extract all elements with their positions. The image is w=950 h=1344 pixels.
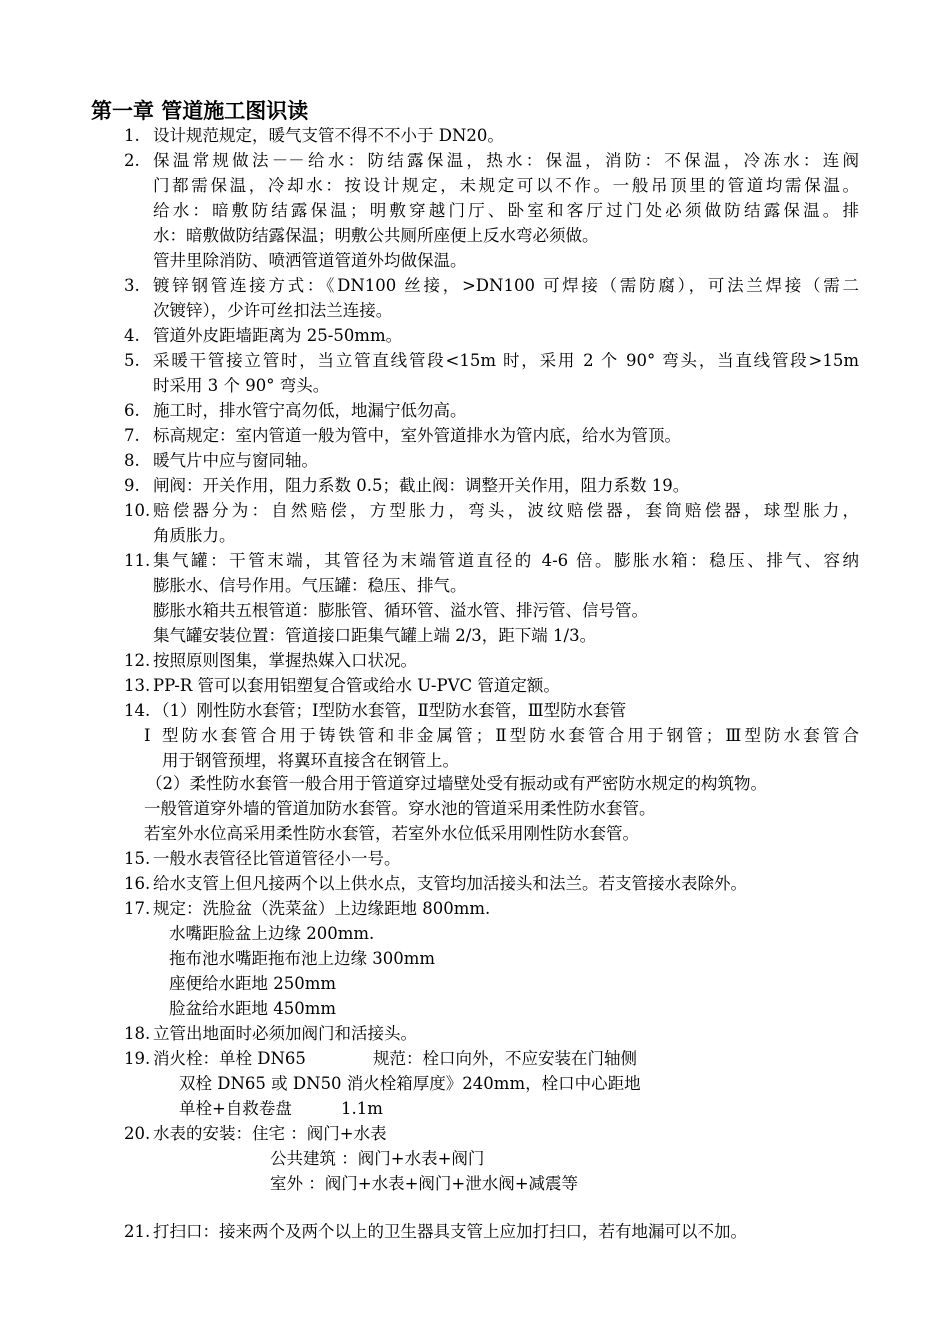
item-number: 8. [124, 451, 140, 470]
item-text: 公共建筑 ：阀门+水表+阀门 [270, 1149, 485, 1168]
item-number: 5. [124, 351, 140, 370]
item-text: 座便给水距地 250mm [169, 974, 337, 993]
item-text: 双栓 DN65 或 DN50 消火栓箱厚度》240mm，栓口中心距地 [179, 1074, 641, 1093]
item-text: 膨胀水箱共五根管道：膨胀管、循环管、溢水管、排污管、信号管。 [153, 601, 648, 620]
item-text: 一般管道穿外墙的管道加防水套管。穿水池的管道采用柔性防水套管。 [144, 799, 656, 818]
item-number: 14. [124, 701, 151, 720]
item-text: PP-R 管可以套用铝塑复合管或给水 U-PVC 管道定额。 [153, 676, 560, 695]
item-text: 管道外皮距墙距离为 25-50mm。 [153, 326, 403, 345]
item-text: （2）柔性防水套管一般合用于管道穿过墙壁处受有振动或有严密防水规定的构筑物。 [146, 774, 767, 793]
item-text: 室外 ：阀门+水表+阀门+泄水阀+减震等 [270, 1174, 579, 1193]
item-number: 21. [124, 1222, 151, 1241]
item-text: 集气罐：干管末端，其管径为末端管道直径的 4-6 倍。膨胀水箱：稳压、排气、容纳 [153, 551, 859, 570]
item-number: 19. [124, 1049, 151, 1068]
item-number: 20. [124, 1124, 151, 1143]
item-number: 3. [124, 276, 140, 295]
item-text: 时采用 3 个 90° 弯头。 [153, 376, 330, 395]
item-text: 赔偿器分为：自然赔偿，方型胀力，弯头，波纹赔偿器，套筒赔偿器，球型胀力， [153, 501, 859, 520]
item-text: 1.1m [341, 1099, 383, 1118]
item-number: 7. [124, 426, 140, 445]
item-number: 10. [124, 501, 151, 520]
item-number: 6. [124, 401, 140, 420]
item-text: 用于钢管预埋，将翼环直接含在钢管上。 [162, 751, 459, 770]
item-text: 暖气片中应与窗同轴。 [153, 451, 318, 470]
item-text: 闸阀：开关作用，阻力系数 0.5；截止阀：调整开关作用，阻力系数 19。 [153, 476, 690, 495]
item-text: 脸盆给水距地 450mm [169, 999, 337, 1018]
item-text: 规定：洗脸盆（洗菜盆）上边缘距地 800mm. [153, 899, 491, 918]
item-number: 12. [124, 651, 151, 670]
item-number: 15. [124, 849, 151, 868]
item-text: 集气罐安装位置：管道接口距集气罐上端 2/3，距下端 1/3。 [153, 626, 597, 645]
item-number: 11. [124, 551, 151, 570]
item-text: 保温常规做法－－给水：防结露保温，热水：保温，消防：不保温，冷冻水：连阀 [153, 151, 859, 170]
item-text: 消火栓：单栓 DN65 [153, 1049, 306, 1068]
item-text: 水：暗敷做防结露保温；明敷公共厕所座便上反水弯必须做。 [153, 226, 599, 245]
item-text: 次镀锌），少许可丝扣法兰连接。 [153, 301, 393, 320]
item-text: 若室外水位高采用柔性防水套管，若室外水位低采用刚性防水套管。 [144, 824, 639, 843]
item-number: 13. [124, 676, 151, 695]
item-text: 规范：栓口向外，不应安装在门轴侧 [373, 1049, 637, 1068]
chapter-title: 第一章 管道施工图识读 [91, 98, 309, 123]
item-text: 水嘴距脸盆上边缘 200mm. [169, 924, 375, 943]
item-number: 18. [124, 1024, 151, 1043]
item-text: 立管出地面时必须加阀门和活接头。 [153, 1024, 417, 1043]
item-text: 单栓+自救卷盘 [179, 1099, 292, 1118]
item-text: 打扫口：接来两个及两个以上的卫生器具支管上应加打扫口，若有地漏可以不加。 [153, 1222, 747, 1241]
item-text: 按照原则图集，掌握热媒入口状况。 [153, 651, 417, 670]
item-text: 拖布池水嘴距拖布池上边缘 300mm [169, 949, 436, 968]
item-number: 16. [124, 874, 151, 893]
item-number: 9. [124, 476, 140, 495]
item-text: Ⅰ 型防水套管合用于铸铁管和非金属管；Ⅱ型防水套管合用于钢管；Ⅲ型防水套管合 [144, 726, 859, 745]
item-text: 镀锌钢管连接方式：《DN100 丝接，>DN100 可焊接（需防腐），可法兰焊接（需二 [153, 276, 859, 295]
item-text: 门都需保温，冷却水：按设计规定，未规定可以不作。一般吊顶里的管道均需保温。 [153, 176, 859, 195]
item-text: 设计规范规定，暖气支管不得不不小于 DN20。 [153, 126, 504, 145]
item-number: 1. [124, 126, 140, 145]
item-text: 水表的安装：住宅 ：阀门+水表 [153, 1124, 387, 1143]
item-text: 管井里除消防、喷洒管道管道外均做保温。 [153, 251, 467, 270]
item-number: 4. [124, 326, 140, 345]
item-number: 17. [124, 899, 151, 918]
item-text: 给水支管上但凡接两个以上供水点，支管均加活接头和法兰。若支管接水表除外。 [153, 874, 747, 893]
item-text: 角质胀力。 [153, 526, 236, 545]
item-text: （1）刚性防水套管；Ⅰ型防水套管，Ⅱ型防水套管，Ⅲ型防水套管 [153, 701, 627, 720]
item-text: 采暖干管接立管时，当立管直线管段<15m 时，采用 2 个 90° 弯头，当直线管段>15m [153, 351, 859, 370]
item-text: 一般水表管径比管道管径小一号。 [153, 849, 401, 868]
item-number: 2. [124, 151, 140, 170]
item-text: 膨胀水、信号作用。气压罐：稳压、排气。 [153, 576, 467, 595]
item-text: 标高规定：室内管道一般为管中，室外管道排水为管内底，给水为管顶。 [153, 426, 681, 445]
item-text: 施工时，排水管宁高勿低，地漏宁低勿高。 [153, 401, 467, 420]
item-text: 给水：暗敷防结露保温；明敷穿越门厅、卧室和客厅过门处必须做防结露保温。排 [153, 201, 859, 220]
